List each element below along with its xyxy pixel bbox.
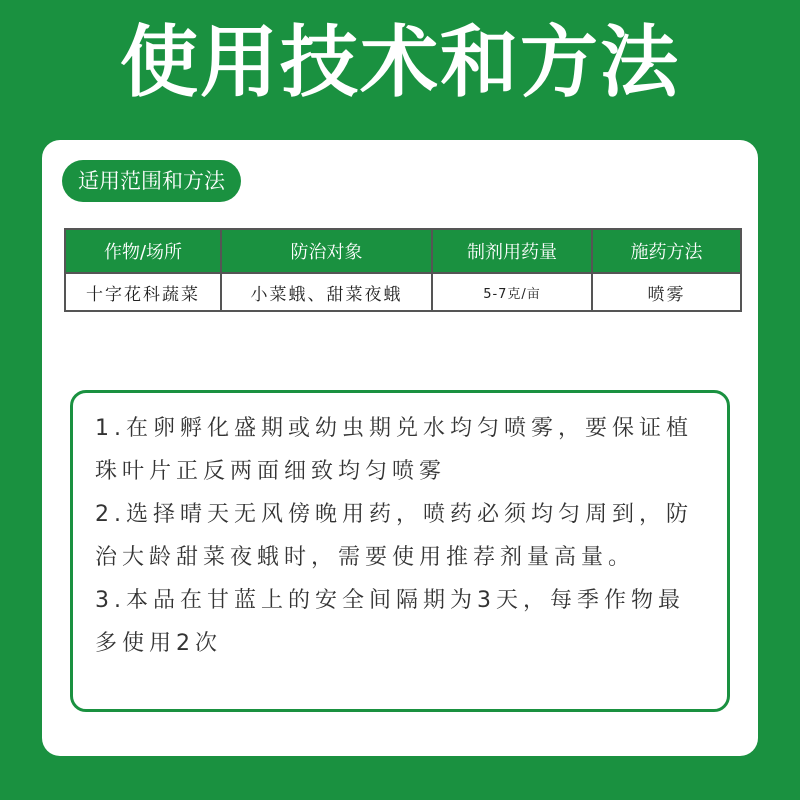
usage-notes [70,390,730,712]
cell-method: 喷雾 [592,273,741,311]
note-item: 2.选择晴天无风傍晚用药，喷药必须均匀周到，防治大龄甜菜夜蛾时，需要使用推荐剂量高量。 [95,502,693,570]
cell-dosage: 5-7克/亩 [432,273,592,311]
header-target-pest: 防治对象 [221,229,432,273]
note-item: 3.本品在甘蓝上的安全间隔期为3天，每季作物最多使用2次 [95,588,685,656]
cell-target-pest: 小菜蛾、甜菜夜蛾 [221,273,432,311]
note-item: 1.在卵孵化盛期或幼虫期兑水均匀喷雾，要保证植珠叶片正反两面细致均匀喷雾 [95,416,693,484]
header-method: 施药方法 [592,229,741,273]
usage-table [64,228,742,312]
cell-crop: 十字花科蔬菜 [65,273,221,311]
content-card [42,140,758,756]
header-crop: 作物/场所 [65,229,221,273]
page-title: 使用技术和方法 [119,18,680,108]
header-dosage: 制剂用药量 [432,229,592,273]
table-row [65,273,741,311]
table-header-row [65,229,741,273]
section-label: 适用范围和方法 [62,160,241,202]
